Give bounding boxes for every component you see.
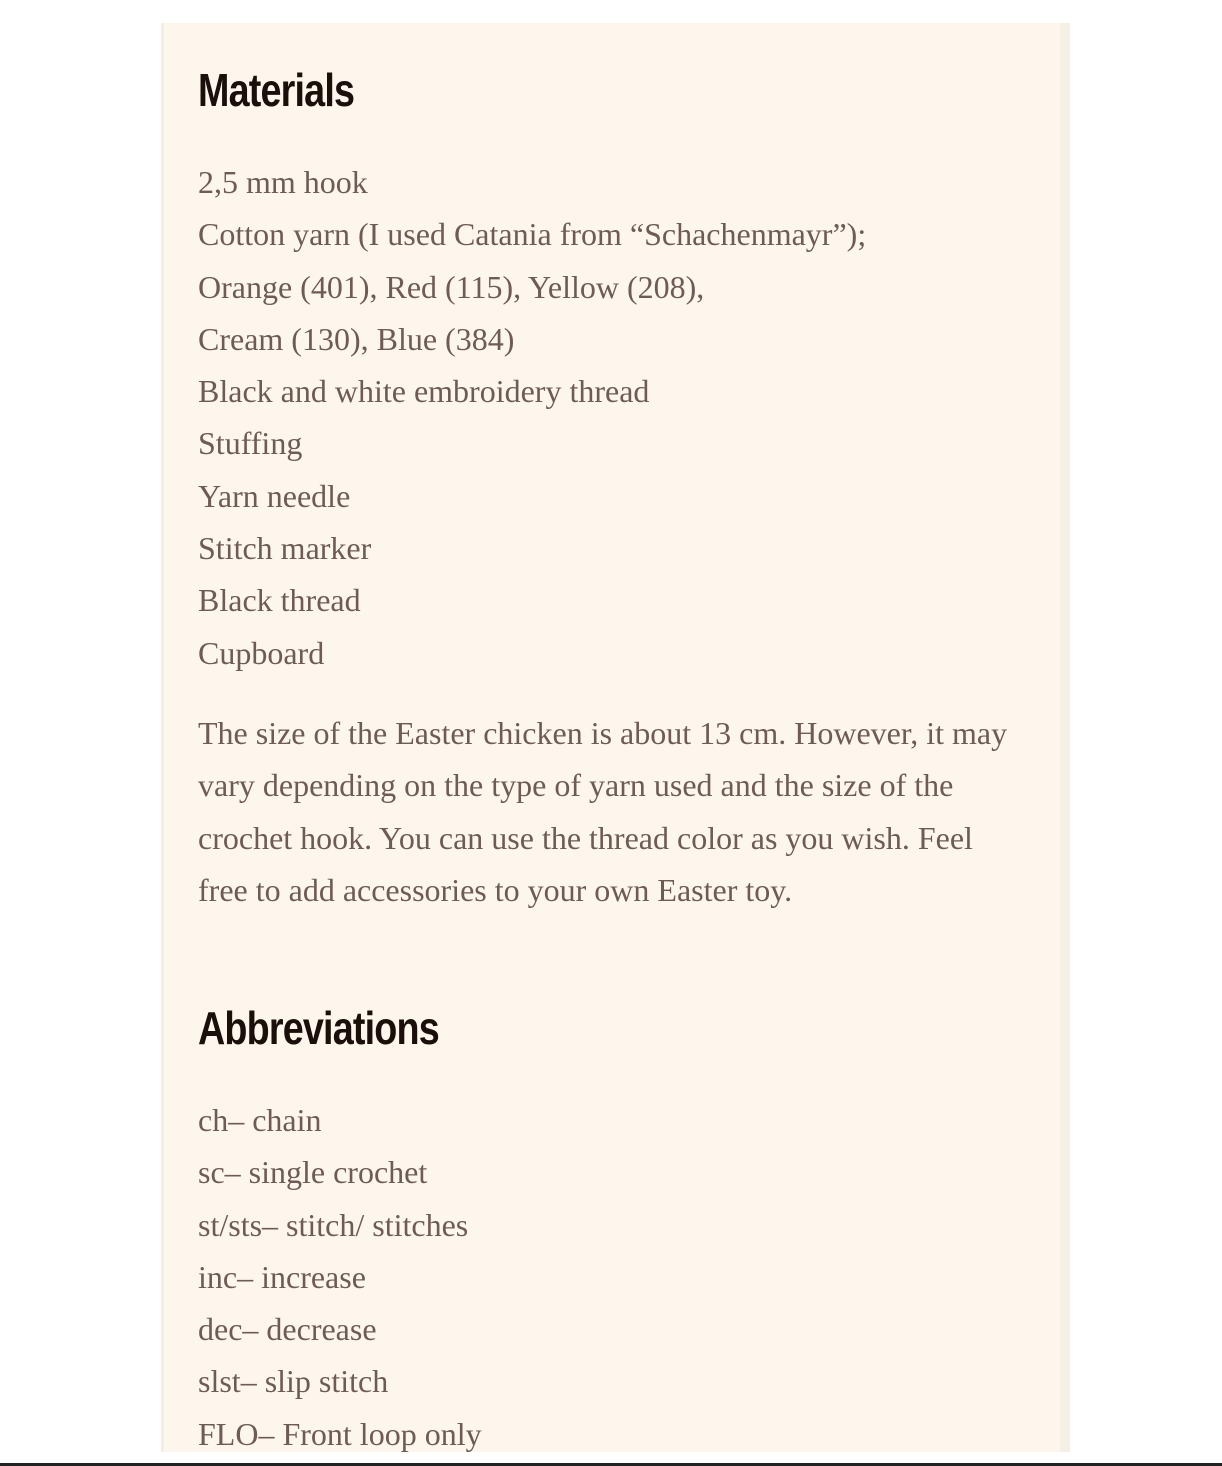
materials-item: Stitch marker (198, 530, 372, 567)
materials-item: Cupboard (198, 634, 325, 671)
abbreviations-list (198, 1094, 482, 1460)
article-panel (161, 23, 1070, 1452)
abbreviation-item: st/sts– stitch/ stitches (198, 1206, 469, 1243)
materials-item: Cream (130), Blue (384) (198, 320, 515, 357)
abbreviation-item: sc– single crochet (198, 1154, 428, 1191)
materials-item: Cotton yarn (I used Catania from “Schachenmayr”); (198, 216, 867, 253)
materials-list (198, 156, 866, 679)
size-note-paragraph: The size of the Easter chicken is about 13 cm. However, it may vary depending on the type of yarn used and the size of the crochet hook. You can use the thread color as you wish. Feel free to add accessories to your own Easter toy. (198, 715, 1008, 908)
abbreviation-item: ch– chain (198, 1102, 322, 1138)
abbreviation-item: FLO– Front loop only (198, 1415, 482, 1452)
materials-item: Black thread (198, 582, 361, 619)
abbreviation-item: dec– decrease (198, 1311, 377, 1348)
materials-item: Black and white embroidery thread (198, 373, 650, 410)
abbreviations-heading: Abbreviations (198, 1002, 439, 1054)
materials-item: Stuffing (198, 425, 303, 462)
abbreviation-item: slst– slip stitch (198, 1363, 389, 1400)
materials-item: 2,5 mm hook (198, 164, 368, 200)
materials-item: Yarn needle (198, 477, 351, 514)
materials-heading: Materials (198, 64, 355, 116)
materials-item: Orange (401), Red (115), Yellow (208), (198, 268, 705, 305)
abbreviation-item: inc– increase (198, 1258, 366, 1295)
